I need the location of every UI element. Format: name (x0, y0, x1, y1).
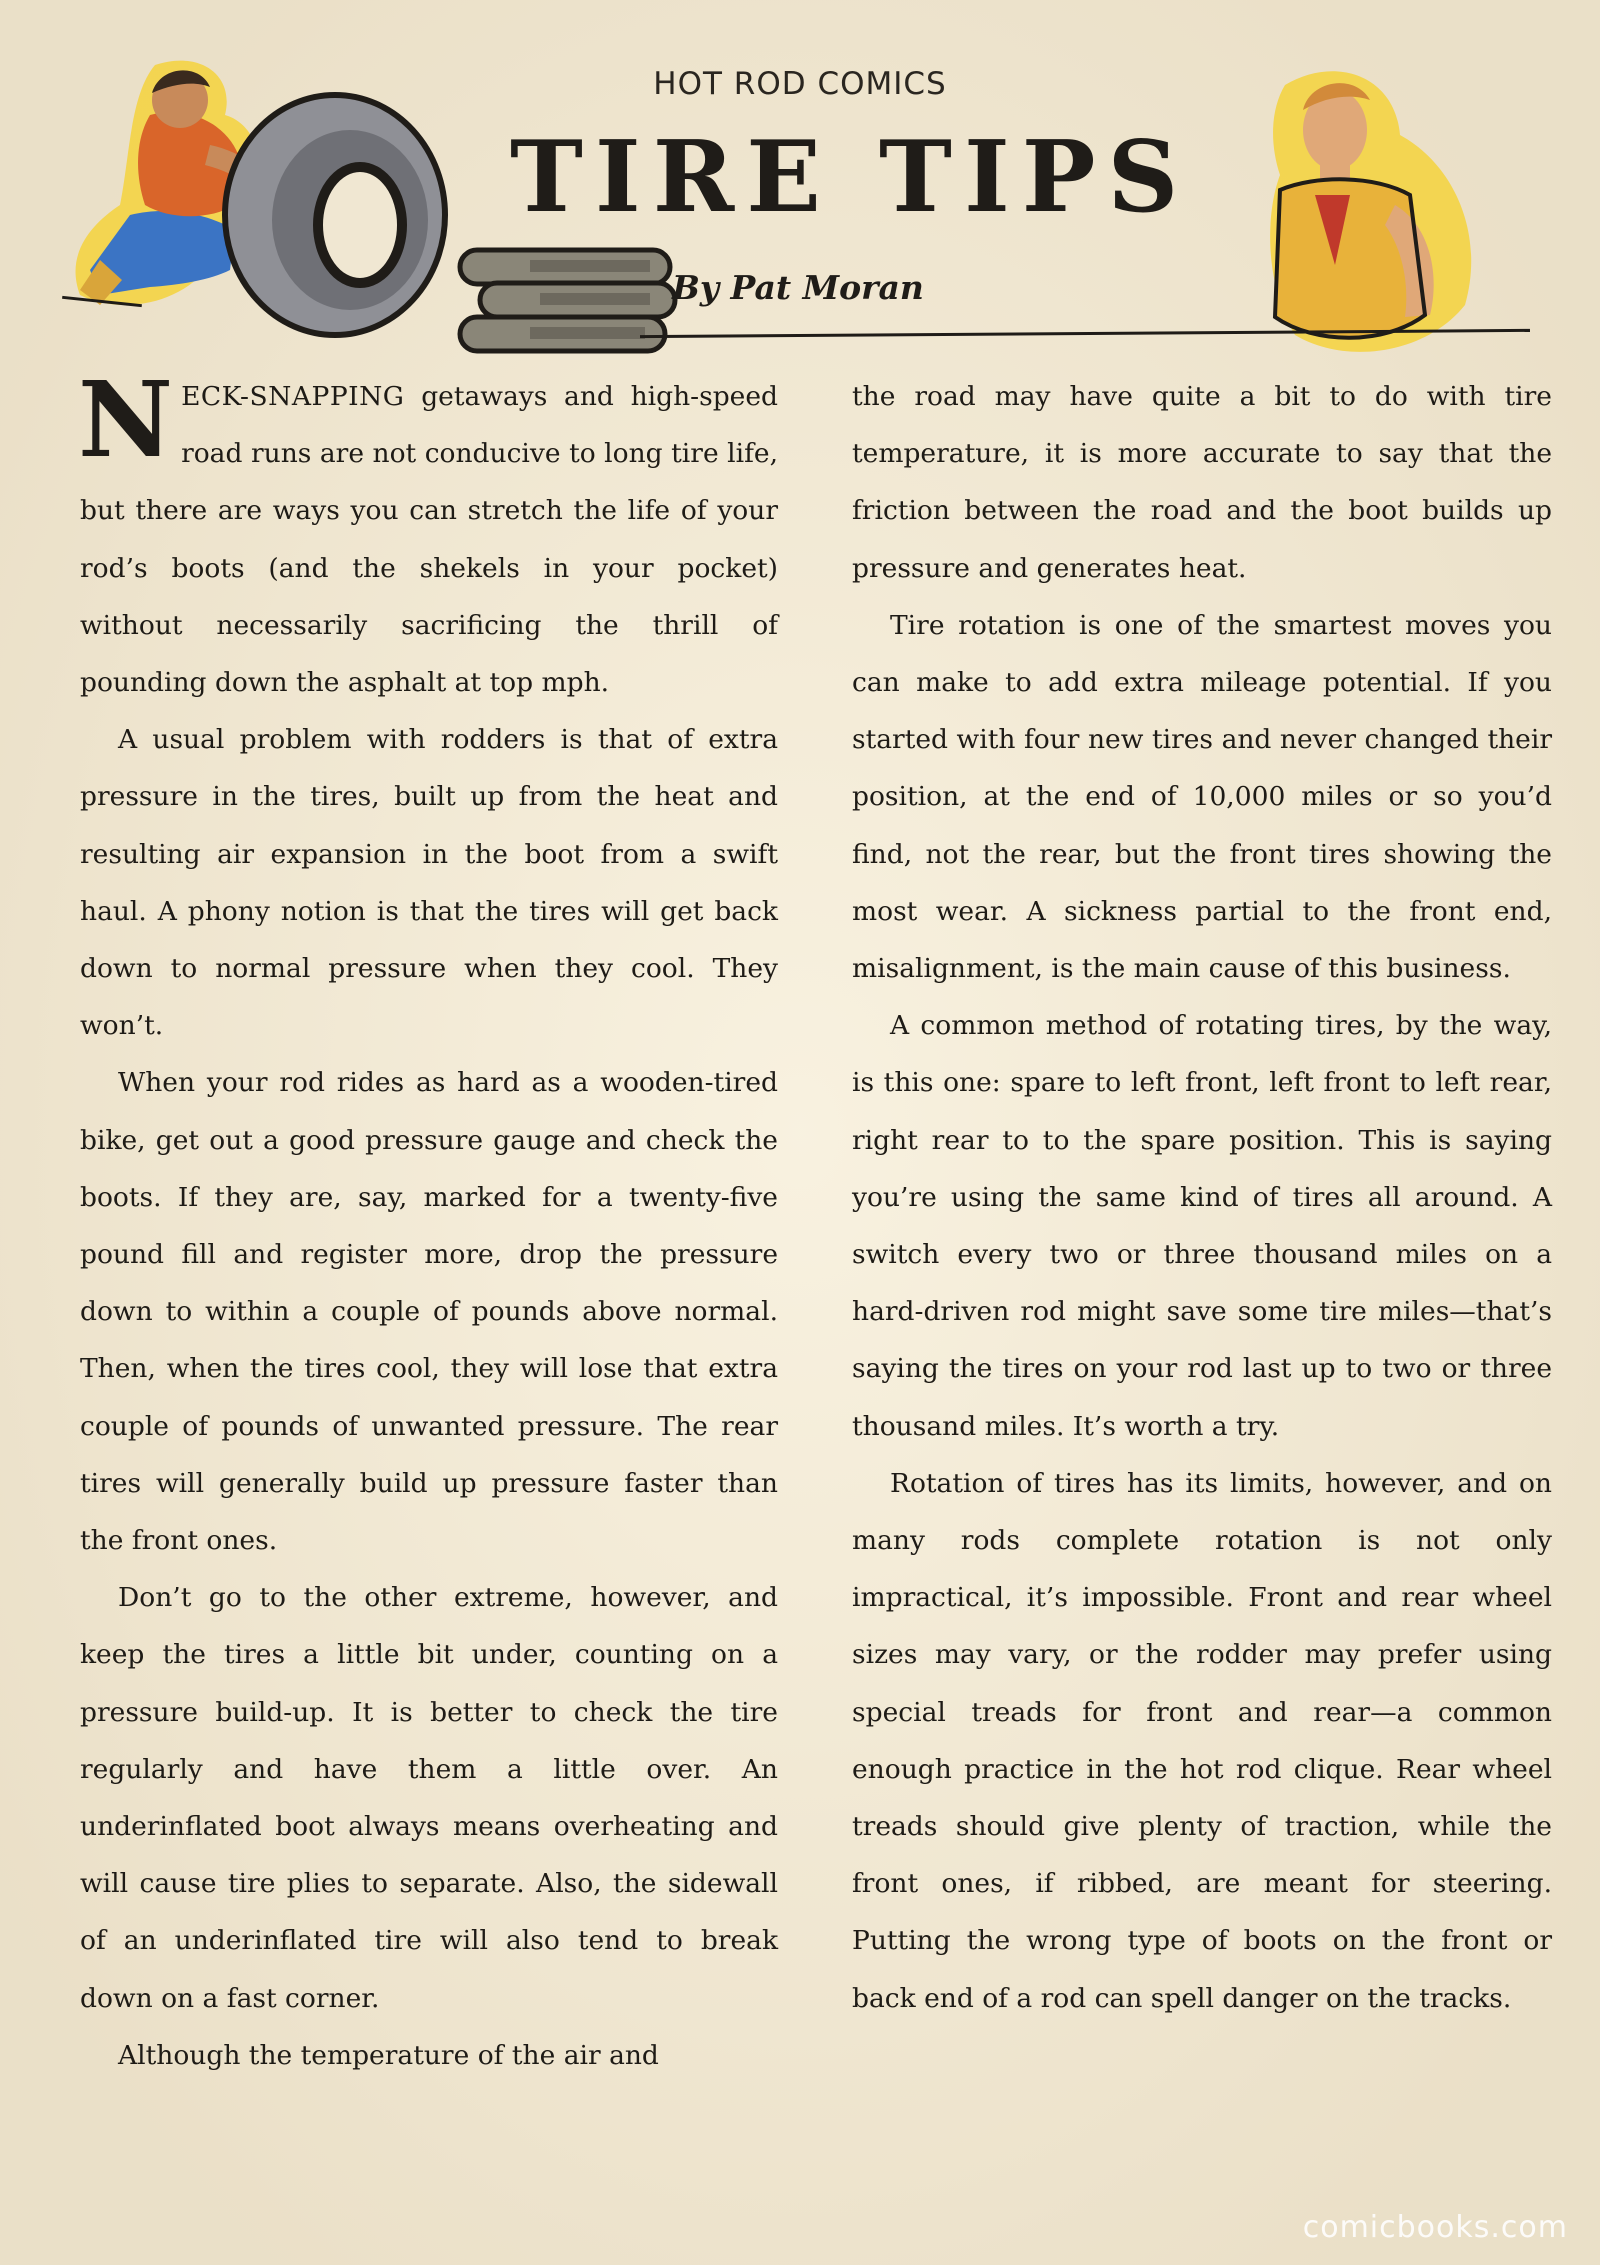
paragraph: A common method of rotating tires, by the way, is this one: spare to left front, left front to left rear, right rear to to the spare position. This is saying you’re using the same kind of tires all around. A switch every two or three thousand miles on a hard-driven rod might save some tire miles—that’s saying the tires on your rod last up to two or three thousand miles. It’s worth a try. (852, 1010, 1552, 1442)
article-column-right (852, 368, 1552, 2027)
paragraph: A usual problem with rodders is that of extra pressure in the tires, built up from the heat and resulting air expansion in the boot from a swift haul. A phony notion is that the tires will get back down to normal pressure when they cool. They won’t. (80, 724, 778, 1042)
paragraph-intro-text: getaways and high-speed road runs are not conducive to long tire life, but there are ways you can stretch the life of your rod’s boots (and the shekels in your pocket) without necessarily sacrificing the thrill of pounding down the asphalt at top mph. (80, 381, 778, 699)
lead-caps: ECK-SNAPPING (181, 381, 405, 412)
article-title: TIRE TIPS (510, 120, 1191, 235)
paragraph: When your rod rides as hard as a wooden-tired bike, get out a good pressure gauge and check the boots. If they are, say, marked for a twenty-five pound fill and register more, drop the pressure down to within a couple of pounds above normal. Then, when the tires cool, they will lose that extra couple of pounds of unwanted pressure. The rear tires will generally build up pressure faster than the front ones. (80, 1067, 778, 1557)
paragraph: Don’t go to the other extreme, however, and keep the tires a little bit under, counting on a pressure build-up. It is better to check the tire regularly and have them a little over. An underinflated boot always means overheating and will cause tire plies to separate. Also, the sidewall of an underinflated tire will also tend to break down on a fast corner. (80, 1582, 778, 2014)
man-in-yellow-shirt-illustration (1225, 55, 1525, 375)
series-title: HOT ROD COMICS (653, 66, 947, 102)
paragraph-intro (78, 358, 778, 711)
article-byline: By Pat Moran (672, 268, 924, 307)
drop-cap: N (78, 358, 174, 481)
article-column-left (78, 358, 778, 2084)
paragraph: Rotation of tires has its limits, however, and on many rods complete rotation is not only impractical, it’s impossible. Front and rear wheel sizes may vary, or the rodder may prefer using special treads for front and rear—a common enough practice in the hot rod clique. Rear wheel treads should give plenty of traction, while the front ones, if ribbed, are meant for steering. Putting the wrong type of boots on the front or back end of a rod can spell danger on the tracks. (852, 1467, 1552, 2014)
paragraph: Tire rotation is one of the smartest moves you can make to add extra mileage potential. If you started with four new tires and never changed their position, at the end of 10,000 miles or so you’d find, not the rear, but the front tires showing the most wear. A sickness partial to the front end, misalignment, is the main cause of this business. (852, 609, 1552, 985)
site-watermark: comicbooks.com (1302, 2210, 1568, 2245)
paragraph: the road may have quite a bit to do with tire temperature, it is more accurate to say that the friction between the road and the boot builds up pressure and generates heat. (852, 381, 1552, 584)
paragraph: Although the temperature of the air and (118, 2039, 659, 2071)
